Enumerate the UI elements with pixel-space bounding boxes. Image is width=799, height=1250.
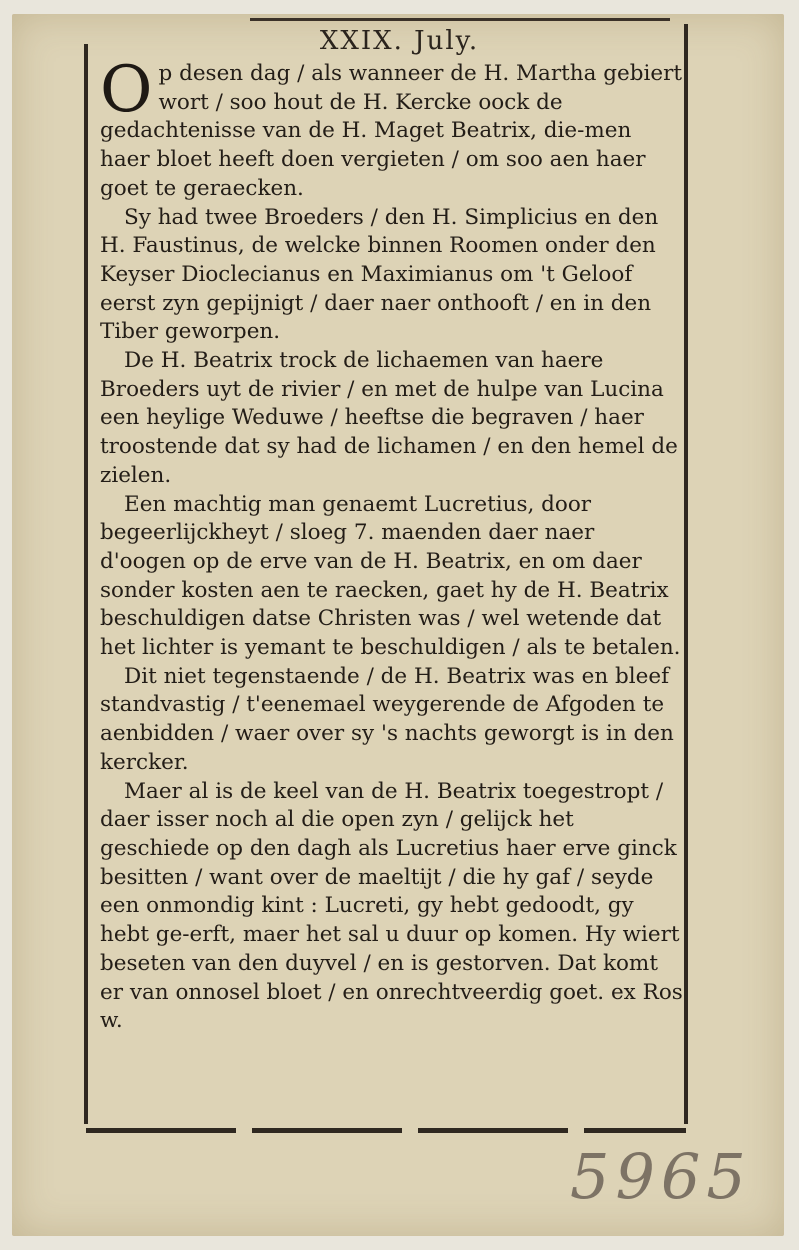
paragraph-4: Een machtig man genaemt Lucretius, door begeerlijckheyt / sloeg 7. maenden daer naer d'oogen op de erve van de H. Beatrix, en om daer sonder kosten aen te raecken, gaet hy de H. Beatrix beschuldigen datse Christen was / wel wetende dat het lichter is yemant te beschuldigen / als te betalen. [100,491,681,661]
paragraph-1-text: p desen dag / als wanneer de H. Martha gebiert wort / soo hout de H. Kercke oock de gedachtenisse van de H. Maget Beatrix, die-men haer bloet heeft doen vergieten / om soo aen haer goet te geraecken. [100,61,683,201]
left-border-rule [84,44,88,1124]
drop-cap: O [100,53,153,127]
body-text [100,53,684,1036]
paragraph-5: Dit niet tegenstaende / de H. Beatrix was en bleef standvastig / t'eenemael weygerende de Afgoden te aenbidden / waer over sy 's nachts geworgt is in den kercker. [100,663,674,775]
top-border-rule [250,18,670,21]
paragraph-3: De H. Beatrix trock de lichaemen van haere Broeders uyt de rivier / en met de hulpe van Lucina een heylige Weduwe / heeftse die begraven / haer troostende dat sy had de lichamen / en den hemel de zielen. [100,348,678,488]
paragraph-1 [100,53,684,204]
handwritten-number: 5965 [570,1140,752,1213]
paragraph-6: Maer al is de keel van de H. Beatrix toegestropt / daer isser noch al die open zyn / gelijck het geschiede op den dagh als Lucretius haer erve ginck besitten / want over de maeltijt / die hy gaf / seyde een onmondig kint : Lucreti, gy hebt gedoodt, gy hebt ge-erft, maer het sal u duur op komen. Hy wiert beseten van den duyvel / en is gestorven. Dat komt er van onnosel bloet / en onrechtveerdig goet. ex Ros w. [100,778,683,1034]
paragraph-2: Sy had twee Broeders / den H. Simplicius en den H. Faustinus, de welcke binnen Roomen onder den Keyser Dioclecianus en Maximianus om 't Geloof eerst zyn gepijnigt / daer naer onthooft / en in den Tiber geworpen. [100,204,659,345]
page-heading: XXIX. July. [319,26,480,56]
right-border-rule [684,24,688,1124]
bottom-border-rule [86,1128,686,1133]
